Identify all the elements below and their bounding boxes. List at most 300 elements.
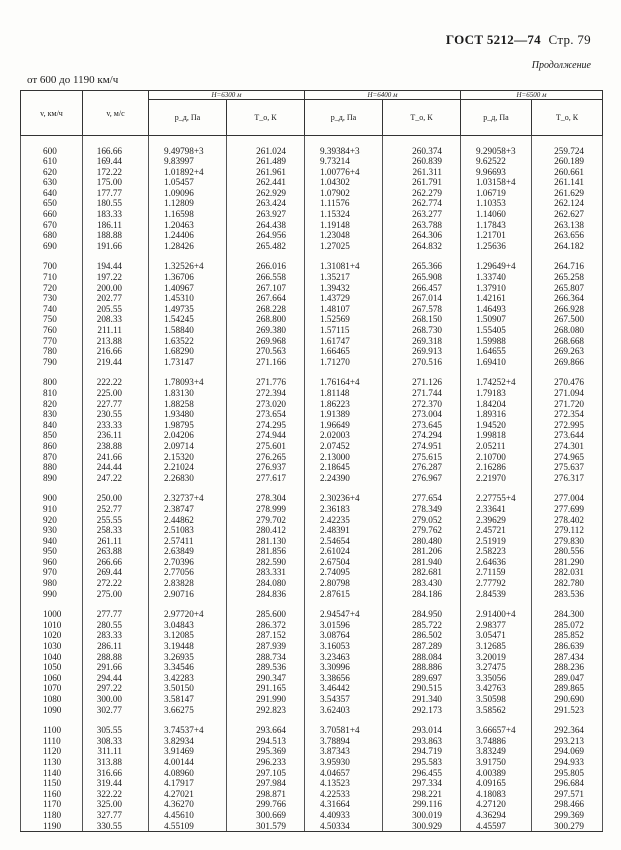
table-cell: 1.54245 — [149, 314, 227, 325]
table-cell: 267.107 — [227, 283, 305, 294]
table-cell: 1.93480 — [149, 409, 227, 420]
table-cell: 265.366 — [383, 261, 461, 272]
table-cell: 279.830 — [532, 536, 603, 547]
table-cell: 1.19148 — [305, 220, 383, 231]
table-cell: 3.30996 — [305, 662, 383, 673]
table-cell: 1100 — [21, 725, 83, 736]
table-cell: 282.780 — [532, 578, 603, 589]
table-cell: 1050 — [21, 662, 83, 673]
table-cell: 740 — [21, 304, 83, 315]
table-cell: 294.513 — [227, 736, 305, 747]
table-row — [21, 620, 603, 631]
group-spacer — [21, 483, 603, 493]
table-cell: 1.69410 — [461, 357, 532, 368]
table-cell: 269.866 — [532, 357, 603, 368]
table-row — [21, 272, 603, 283]
table-cell: 730 — [21, 293, 83, 304]
table-cell: 291.990 — [227, 694, 305, 705]
table-cell: 295.583 — [383, 757, 461, 768]
table-cell: 275.615 — [383, 452, 461, 463]
table-cell: 1.29649+4 — [461, 261, 532, 272]
table-cell: 790 — [21, 357, 83, 368]
table-row — [21, 746, 603, 757]
table-cell: 770 — [21, 336, 83, 347]
table-cell: 1.10353 — [461, 198, 532, 209]
table-cell: 255.55 — [83, 515, 149, 526]
table-row — [21, 293, 603, 304]
table-cell: 660 — [21, 209, 83, 220]
table-cell: 2.63849 — [149, 546, 227, 557]
table-cell: 268.668 — [532, 336, 603, 347]
table-cell: 262.279 — [383, 188, 461, 199]
table-row — [21, 778, 603, 789]
table-cell: 3.82934 — [149, 736, 227, 747]
table-cell: 250.00 — [83, 493, 149, 504]
group-spacer — [21, 136, 603, 146]
table-cell: 280.412 — [227, 525, 305, 536]
table-cell: 1.16598 — [149, 209, 227, 220]
table-cell: 870 — [21, 452, 83, 463]
table-cell: 291.523 — [532, 705, 603, 716]
table-cell: 330.55 — [83, 821, 149, 832]
table-cell: 1.40967 — [149, 283, 227, 294]
table-cell: 241.66 — [83, 452, 149, 463]
table-cell: 1170 — [21, 799, 83, 810]
table-cell: 2.64636 — [461, 557, 532, 568]
table-cell: 325.00 — [83, 799, 149, 810]
table-cell: 1.21701 — [461, 230, 532, 241]
table-cell: 940 — [21, 536, 83, 547]
table-cell: 316.66 — [83, 768, 149, 779]
table-cell: 4.13523 — [305, 778, 383, 789]
table-cell: 308.33 — [83, 736, 149, 747]
table-cell: 4.09165 — [461, 778, 532, 789]
table-cell: 1090 — [21, 705, 83, 716]
table-cell: 285.072 — [532, 620, 603, 631]
table-cell: 2.94547+4 — [305, 609, 383, 620]
table-cell: 3.34546 — [149, 662, 227, 673]
table-cell: 1.00776+4 — [305, 167, 383, 178]
table-cell: 233.33 — [83, 420, 149, 431]
table-cell: 290.690 — [532, 694, 603, 705]
table-cell: 3.04843 — [149, 620, 227, 631]
table-cell: 2.21970 — [461, 473, 532, 484]
table-cell: 261.11 — [83, 536, 149, 547]
table-cell: 293.664 — [227, 725, 305, 736]
table-cell: 281.130 — [227, 536, 305, 547]
table-cell: 279.112 — [532, 525, 603, 536]
table-body — [21, 136, 603, 832]
table-cell: 3.58147 — [149, 694, 227, 705]
table-cell: 263.656 — [532, 230, 603, 241]
table-cell: 311.11 — [83, 746, 149, 757]
table-cell: 263.424 — [227, 198, 305, 209]
table-cell: 4.00144 — [149, 757, 227, 768]
table-cell: 177.77 — [83, 188, 149, 199]
table-cell: 3.66275 — [149, 705, 227, 716]
table-cell: 1080 — [21, 694, 83, 705]
table-cell: 2.09714 — [149, 441, 227, 452]
table-cell: 262.929 — [227, 188, 305, 199]
table-cell: 1070 — [21, 683, 83, 694]
table-row — [21, 705, 603, 716]
table-cell: 1.36706 — [149, 272, 227, 283]
table-cell: 2.84539 — [461, 589, 532, 600]
table-cell: 1.46493 — [461, 304, 532, 315]
table-cell: 266.66 — [83, 557, 149, 568]
table-cell: 1.55405 — [461, 325, 532, 336]
table-cell: 166.66 — [83, 146, 149, 157]
table-row — [21, 336, 603, 347]
table-row — [21, 630, 603, 641]
table-cell: 200.00 — [83, 283, 149, 294]
table-cell: 274.951 — [383, 441, 461, 452]
table-cell: 277.77 — [83, 609, 149, 620]
table-cell: 2.33641 — [461, 504, 532, 515]
table-cell: 1.39432 — [305, 283, 383, 294]
table-cell: 285.722 — [383, 620, 461, 631]
table-cell: 1.68290 — [149, 346, 227, 357]
group-spacer — [21, 367, 603, 377]
table-cell: 2.71159 — [461, 567, 532, 578]
table-cell: 2.57411 — [149, 536, 227, 547]
table-cell: 284.186 — [383, 589, 461, 600]
table-cell: 750 — [21, 314, 83, 325]
table-row — [21, 641, 603, 652]
continuation-label: Продолжение — [531, 60, 591, 71]
table-cell: 900 — [21, 493, 83, 504]
table-cell: 1.84204 — [461, 399, 532, 410]
table-cell: 188.88 — [83, 230, 149, 241]
table-cell: 260.189 — [532, 156, 603, 167]
table-row — [21, 609, 603, 620]
table-cell: 265.807 — [532, 283, 603, 294]
table-cell: 1.05457 — [149, 177, 227, 188]
table-cell: 3.38656 — [305, 673, 383, 684]
table-cell: 650 — [21, 198, 83, 209]
table-cell: 3.74537+4 — [149, 725, 227, 736]
table-cell: 1020 — [21, 630, 83, 641]
table-cell: 1.27025 — [305, 241, 383, 252]
table-cell: 172.22 — [83, 167, 149, 178]
table-cell: 263.88 — [83, 546, 149, 557]
table-cell: 1.14060 — [461, 209, 532, 220]
table-cell: 720 — [21, 283, 83, 294]
table-cell: 280.480 — [383, 536, 461, 547]
table-cell: 274.295 — [227, 420, 305, 431]
table-cell: 1.28426 — [149, 241, 227, 252]
table-cell: 270.563 — [227, 346, 305, 357]
table-cell: 230.55 — [83, 409, 149, 420]
table-cell: 4.08960 — [149, 768, 227, 779]
table-cell: 284.080 — [227, 578, 305, 589]
table-cell: 780 — [21, 346, 83, 357]
table-cell: 279.052 — [383, 515, 461, 526]
table-cell: 292.823 — [227, 705, 305, 716]
table-cell: 285.600 — [227, 609, 305, 620]
table-cell: 2.48391 — [305, 525, 383, 536]
table-cell: 227.77 — [83, 399, 149, 410]
table-cell: 1.58840 — [149, 325, 227, 336]
table-cell: 3.54357 — [305, 694, 383, 705]
table-cell: 291.165 — [227, 683, 305, 694]
table-cell: 1.73147 — [149, 357, 227, 368]
table-cell: 1000 — [21, 609, 83, 620]
table-cell: 281.856 — [227, 546, 305, 557]
table-cell: 890 — [21, 473, 83, 484]
table-cell: 1040 — [21, 652, 83, 663]
table-cell: 1.15324 — [305, 209, 383, 220]
table-cell: 1.76164+4 — [305, 377, 383, 388]
table-cell: 3.20019 — [461, 652, 532, 663]
table-cell: 271.126 — [383, 377, 461, 388]
table-cell: 264.956 — [227, 230, 305, 241]
table-cell: 4.22533 — [305, 789, 383, 800]
table-cell: 860 — [21, 441, 83, 452]
table-cell: 261.311 — [383, 167, 461, 178]
table-cell: 1.37910 — [461, 283, 532, 294]
table-cell: 1.48107 — [305, 304, 383, 315]
table-cell: 236.11 — [83, 430, 149, 441]
table-cell: 3.26935 — [149, 652, 227, 663]
table-cell: 840 — [21, 420, 83, 431]
table-cell: 279.702 — [227, 515, 305, 526]
table-cell: 2.05211 — [461, 441, 532, 452]
table-cell: 183.33 — [83, 209, 149, 220]
table-cell: 276.967 — [383, 473, 461, 484]
table-row — [21, 652, 603, 663]
table-cell: 274.944 — [227, 430, 305, 441]
table-cell: 267.578 — [383, 304, 461, 315]
table-row — [21, 536, 603, 547]
table-cell: 2.61024 — [305, 546, 383, 557]
table-row — [21, 462, 603, 473]
table-row — [21, 261, 603, 272]
col-header-v-kmh: v, км/ч — [21, 91, 83, 136]
table-cell: 268.150 — [383, 314, 461, 325]
table-cell: 1.71270 — [305, 357, 383, 368]
table-cell: 2.18645 — [305, 462, 383, 473]
table-cell: 3.27475 — [461, 662, 532, 673]
table-cell: 268.228 — [227, 304, 305, 315]
table-cell: 262.774 — [383, 198, 461, 209]
table-cell: 260.839 — [383, 156, 461, 167]
table-cell: 281.940 — [383, 557, 461, 568]
table-cell: 292.364 — [532, 725, 603, 736]
table-cell: 302.77 — [83, 705, 149, 716]
table-cell: 2.90716 — [149, 589, 227, 600]
table-cell: 3.19448 — [149, 641, 227, 652]
table-cell: 279.762 — [383, 525, 461, 536]
table-cell: 262.441 — [227, 177, 305, 188]
table-cell: 3.46442 — [305, 683, 383, 694]
table-cell: 3.78894 — [305, 736, 383, 747]
table-cell: 282.590 — [227, 557, 305, 568]
table-cell: 4.31664 — [305, 799, 383, 810]
table-cell: 272.995 — [532, 420, 603, 431]
table-row — [21, 230, 603, 241]
table-cell: 269.913 — [383, 346, 461, 357]
table-cell: 1.25636 — [461, 241, 532, 252]
table-cell: 293.213 — [532, 736, 603, 747]
table-cell: 298.871 — [227, 789, 305, 800]
table-cell: 263.927 — [227, 209, 305, 220]
table-cell: 300.019 — [383, 810, 461, 821]
table-cell: 267.014 — [383, 293, 461, 304]
table-cell: 297.22 — [83, 683, 149, 694]
table-row — [21, 420, 603, 431]
table-cell: 1190 — [21, 821, 83, 832]
table-cell: 1120 — [21, 746, 83, 757]
table-cell: 258.33 — [83, 525, 149, 536]
group-spacer — [21, 715, 603, 725]
table-row — [21, 388, 603, 399]
col-header-temperature: T_о, К — [383, 100, 461, 136]
table-row — [21, 736, 603, 747]
table-row — [21, 441, 603, 452]
table-cell: 297.105 — [227, 768, 305, 779]
table-cell: 9.39384+3 — [305, 146, 383, 157]
table-cell: 283.331 — [227, 567, 305, 578]
table-cell: 284.300 — [532, 609, 603, 620]
table-cell: 3.16053 — [305, 641, 383, 652]
table-cell: 289.697 — [383, 673, 461, 684]
table-cell: 274.301 — [532, 441, 603, 452]
table-row — [21, 198, 603, 209]
table-cell: 262.124 — [532, 198, 603, 209]
table-cell: 300.929 — [383, 821, 461, 832]
table-cell: 3.62403 — [305, 705, 383, 716]
table-cell: 680 — [21, 230, 83, 241]
table-cell: 1.04302 — [305, 177, 383, 188]
table-cell: 273.645 — [383, 420, 461, 431]
table-cell: 3.50598 — [461, 694, 532, 705]
table-cell: 194.44 — [83, 261, 149, 272]
table-cell: 4.04657 — [305, 768, 383, 779]
table-row — [21, 220, 603, 231]
table-cell: 274.965 — [532, 452, 603, 463]
table-cell: 2.51919 — [461, 536, 532, 547]
table-row — [21, 452, 603, 463]
table-cell: 288.734 — [227, 652, 305, 663]
table-cell: 980 — [21, 578, 83, 589]
table-cell: 1.23048 — [305, 230, 383, 241]
table-cell: 208.33 — [83, 314, 149, 325]
table-cell: 2.54654 — [305, 536, 383, 547]
table-cell: 286.639 — [532, 641, 603, 652]
table-cell: 1.64655 — [461, 346, 532, 357]
table-cell: 264.438 — [227, 220, 305, 231]
table-cell: 276.265 — [227, 452, 305, 463]
table-cell: 2.87615 — [305, 589, 383, 600]
table-cell: 288.236 — [532, 662, 603, 673]
table-cell: 322.22 — [83, 789, 149, 800]
table-cell: 2.02003 — [305, 430, 383, 441]
table-cell: 3.66657+4 — [461, 725, 532, 736]
table-cell: 2.77792 — [461, 578, 532, 589]
table-cell: 710 — [21, 272, 83, 283]
table-cell: 1160 — [21, 789, 83, 800]
table-cell: 276.287 — [383, 462, 461, 473]
table-cell: 270.516 — [383, 357, 461, 368]
table-cell: 266.558 — [227, 272, 305, 283]
table-cell: 930 — [21, 525, 83, 536]
table-cell: 3.01596 — [305, 620, 383, 631]
table-cell: 294.44 — [83, 673, 149, 684]
table-cell: 296.233 — [227, 757, 305, 768]
table-cell: 1.31081+4 — [305, 261, 383, 272]
table-cell: 4.18083 — [461, 789, 532, 800]
table-cell: 266.928 — [532, 304, 603, 315]
table-cell: 269.380 — [227, 325, 305, 336]
table-cell: 271.776 — [227, 377, 305, 388]
table-cell: 1.63522 — [149, 336, 227, 347]
table-cell: 278.349 — [383, 504, 461, 515]
table-cell: 276.317 — [532, 473, 603, 484]
table-cell: 283.33 — [83, 630, 149, 641]
group-spacer — [21, 251, 603, 261]
table-cell: 301.579 — [227, 821, 305, 832]
table-cell: 3.87343 — [305, 746, 383, 757]
table-cell: 2.70396 — [149, 557, 227, 568]
table-cell: 2.24390 — [305, 473, 383, 484]
table-cell: 264.716 — [532, 261, 603, 272]
table-cell: 600 — [21, 146, 83, 157]
table-cell: 264.306 — [383, 230, 461, 241]
table-cell: 1130 — [21, 757, 83, 768]
table-cell: 670 — [21, 220, 83, 231]
table-cell: 294.069 — [532, 746, 603, 757]
table-cell: 297.571 — [532, 789, 603, 800]
table-cell: 4.27120 — [461, 799, 532, 810]
table-cell: 760 — [21, 325, 83, 336]
table-cell: 610 — [21, 156, 83, 167]
table-cell: 1.32526+4 — [149, 261, 227, 272]
table-cell: 820 — [21, 399, 83, 410]
table-row — [21, 557, 603, 568]
table-cell: 288.88 — [83, 652, 149, 663]
table-cell: 197.22 — [83, 272, 149, 283]
table-cell: 1140 — [21, 768, 83, 779]
table-row — [21, 188, 603, 199]
table-cell: 293.014 — [383, 725, 461, 736]
table-cell: 1.74252+4 — [461, 377, 532, 388]
table-cell: 2.97720+4 — [149, 609, 227, 620]
table-cell: 244.44 — [83, 462, 149, 473]
table-row — [21, 821, 603, 832]
table-cell: 1150 — [21, 778, 83, 789]
table-cell: 2.74095 — [305, 567, 383, 578]
table-cell: 690 — [21, 241, 83, 252]
table-cell: 4.45610 — [149, 810, 227, 821]
table-cell: 4.27021 — [149, 789, 227, 800]
table-cell: 286.11 — [83, 641, 149, 652]
table-cell: 1.45310 — [149, 293, 227, 304]
table-cell: 2.91400+4 — [461, 609, 532, 620]
table-cell: 191.66 — [83, 241, 149, 252]
table-cell: 1010 — [21, 620, 83, 631]
table-row — [21, 578, 603, 589]
table-cell: 289.865 — [532, 683, 603, 694]
table-cell: 2.30236+4 — [305, 493, 383, 504]
table-row — [21, 283, 603, 294]
table-cell: 1.89316 — [461, 409, 532, 420]
table-cell: 175.00 — [83, 177, 149, 188]
table-cell: 283.536 — [532, 589, 603, 600]
table-row — [21, 241, 603, 252]
table-cell: 268.800 — [227, 314, 305, 325]
table-cell: 260.661 — [532, 167, 603, 178]
